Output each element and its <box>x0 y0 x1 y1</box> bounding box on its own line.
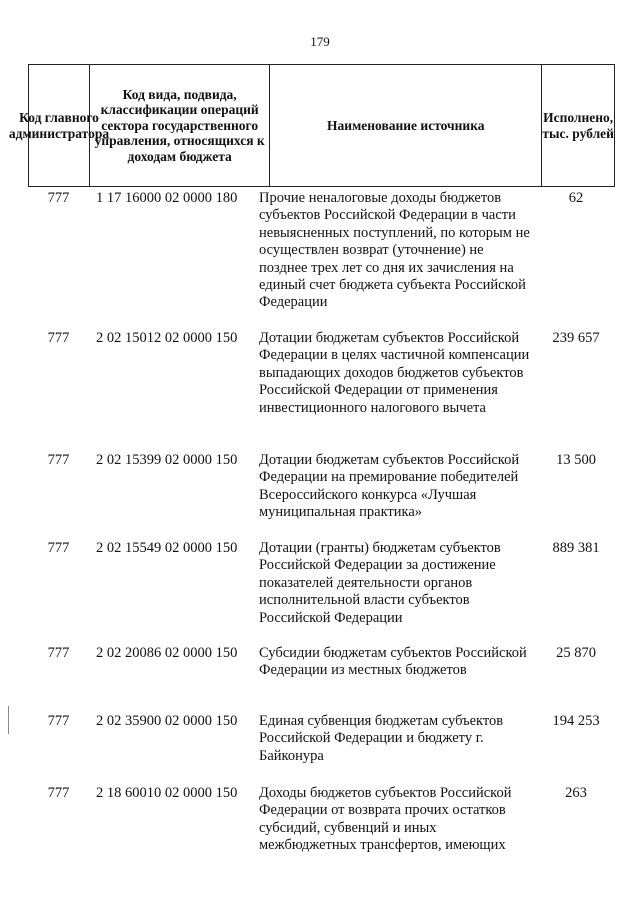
table-header <box>8 64 615 187</box>
header-source-name: Наименование источника <box>270 65 542 186</box>
row-admin-code: 777 <box>47 713 70 729</box>
row-amount: 13 500 <box>556 452 596 468</box>
row-source-name: Дотации (гранты) бюджетам субъектов Российской Федерации за достижение показателей деятельности органов исполнительной власти субъектов Российской Федерации <box>259 540 501 626</box>
row-type-code: 2 02 15549 02 0000 150 <box>96 540 238 556</box>
row-admin-code: 777 <box>47 785 70 801</box>
scan-margin-mark <box>8 706 9 734</box>
row-source-name: Единая субвенция бюджетам субъектов Российской Федерации и бюджету г. Байконура <box>259 713 504 764</box>
row-admin-code: 777 <box>47 190 70 206</box>
row-source-name: Дотации бюджетам субъектов Российской Федерации на премирование победителей Всероссийского конкурса «Лучшая муниципальная практика» <box>259 452 520 521</box>
header-executed: Исполнено, тыс. рублей <box>542 109 614 141</box>
row-admin-code: 777 <box>47 452 70 468</box>
row-source-name: Дотации бюджетам субъектов Российской Федерации в целях частичной компенсации выпадающих доходов бюджетов субъектов Российской Федерации от применения инвестиционного налогового вычета <box>259 330 530 416</box>
page-number: 179 <box>310 34 330 49</box>
row-type-code: 2 02 15012 02 0000 150 <box>96 330 238 346</box>
row-type-code: 2 02 15399 02 0000 150 <box>96 452 238 468</box>
header-type-code: Код вида, подвида, классификации операций сектора государственного управления, относящихся к доходам бюджета <box>90 65 270 186</box>
row-admin-code: 777 <box>47 330 70 346</box>
row-admin-code: 777 <box>47 540 70 556</box>
row-source-name: Прочие неналоговые доходы бюджетов субъектов Российской Федерации в части невыясненных поступлений, по которым не осуществлен возврат (уточнение) не позднее трех лет со дня их зачисления на единый счет бюджета субъекта Российской Федерации <box>259 190 530 311</box>
row-source-name: Доходы бюджетов субъектов Российской Федерации от возврата прочих остатков субсидий, субвенций и иных межбюджетных трансфертов, имеющих <box>259 785 512 854</box>
row-amount: 25 870 <box>556 645 596 661</box>
row-source-name: Субсидии бюджетам субъектов Российской Федерации из местных бюджетов <box>259 645 527 679</box>
row-amount: 263 <box>565 785 587 801</box>
row-type-code: 1 17 16000 02 0000 180 <box>96 190 238 206</box>
row-admin-code: 777 <box>47 645 70 661</box>
row-type-code: 2 02 20086 02 0000 150 <box>96 645 238 661</box>
row-amount: 62 <box>568 190 584 206</box>
row-amount: 194 253 <box>552 713 600 729</box>
header-admin-code: Код главного администратора <box>29 65 90 186</box>
row-type-code: 2 18 60010 02 0000 150 <box>96 785 238 801</box>
row-amount: 889 381 <box>552 540 600 556</box>
row-amount: 239 657 <box>552 330 600 346</box>
row-type-code: 2 02 35900 02 0000 150 <box>96 713 238 729</box>
